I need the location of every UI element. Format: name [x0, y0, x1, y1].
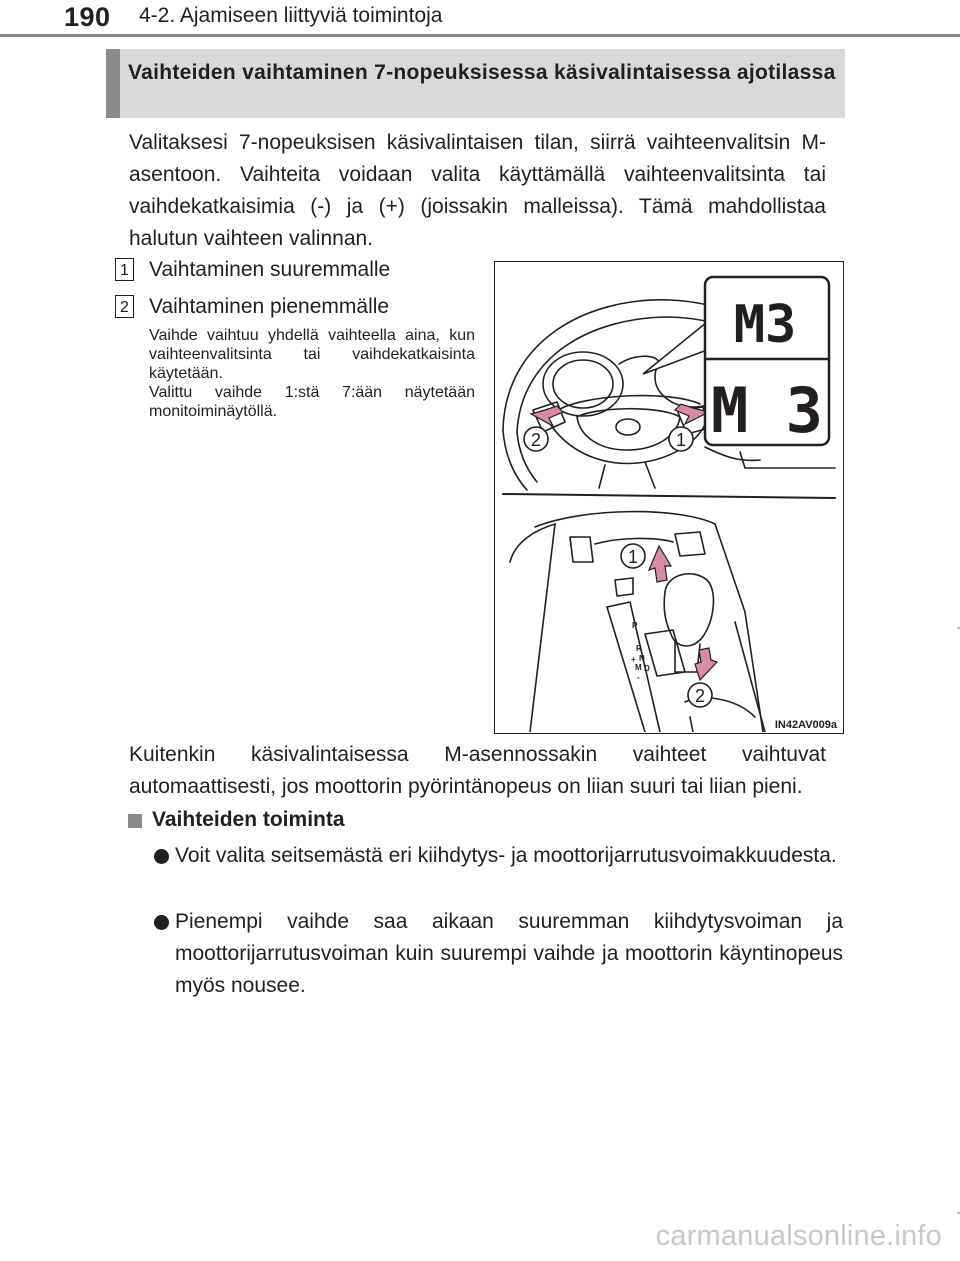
callout-1-lower: 1: [627, 547, 639, 567]
illustration-svg: [495, 262, 842, 732]
callout-1-upper: 1: [675, 430, 687, 450]
shift-r: R: [636, 644, 642, 653]
subsection-marker: [128, 814, 142, 828]
callout-2-upper: 2: [530, 430, 542, 450]
shift-m: M: [635, 663, 642, 672]
subsection-title: Vaihteiden toiminta: [152, 808, 345, 831]
page-number: 190: [64, 2, 111, 32]
section-title-bar: [106, 49, 120, 118]
display-large-readout: M 3: [711, 374, 823, 447]
chapter-title: 4-2. Ajamiseen liittyviä toimintoja: [139, 4, 443, 27]
shift-p: P: [632, 621, 638, 630]
shift-plus: +: [631, 655, 636, 664]
step-2-number: 2: [115, 295, 134, 318]
header-divider: [0, 34, 960, 37]
note-line-1: Vaihde vaihtuu yhdellä vaihteella aina, kun vaihteenvalitsinta tai vaihdekatkaisinta käytetään.: [149, 327, 475, 382]
step-1-label: Vaihtaminen suuremmalle: [149, 258, 391, 281]
step-2-label: Vaihtaminen pienemmälle: [149, 295, 390, 318]
bullet-2-dot: [154, 915, 169, 930]
step-note: [149, 326, 475, 421]
shift-minus: -: [637, 673, 640, 682]
bullet-1-text: Voit valita seitsemästä eri kiihdytys- ja moottorijarrutusvoimakkuudesta.: [175, 844, 837, 867]
shift-n: N: [639, 654, 645, 663]
gear-shift-illustration: [494, 261, 844, 734]
after-paragraph: Kuitenkin käsivalintaisessa M-asennossakin vaihteet vaihtuvat automaattisesti, jos moottorin pyörintänopeus on liian suuri tai liian pieni.: [129, 743, 826, 798]
intro-paragraph: Valitaksesi 7-nopeuksisen käsivalintaisen tilan, siirrä vaihteenvalitsin M-asentoon. Vaihteita voidaan valita käyttämällä vaihteenvalitsinta tai vaihdekatkaisimia (-) ja (+) (joissakin malleissa). Tämä mahdollistaa halutun vaihteen valinnan.: [129, 131, 826, 250]
step-1-number: 1: [115, 258, 134, 281]
callout-2-lower: 2: [694, 686, 706, 706]
note-line-2: Valittu vaihde 1:stä 7:ään näytetään monitoiminäytöllä.: [149, 384, 475, 420]
bullet-2-text: Pienempi vaihde saa aikaan suuremman kiihdytysvoiman ja moottorijarrutusvoiman kuin suurempi vaihde ja moottorin käyntinopeus myös nousee.: [175, 910, 843, 997]
shift-d: D: [644, 664, 650, 673]
display-small-readout: M3: [733, 295, 797, 355]
watermark: carmanualsonline.info: [655, 1220, 942, 1252]
section-title: Vaihteiden vaihtaminen 7-nopeuksisessa käsivalintaisessa ajotilassa: [128, 61, 836, 84]
bullet-1-dot: [154, 849, 169, 864]
figure-code: IN42AV009a: [774, 719, 837, 731]
